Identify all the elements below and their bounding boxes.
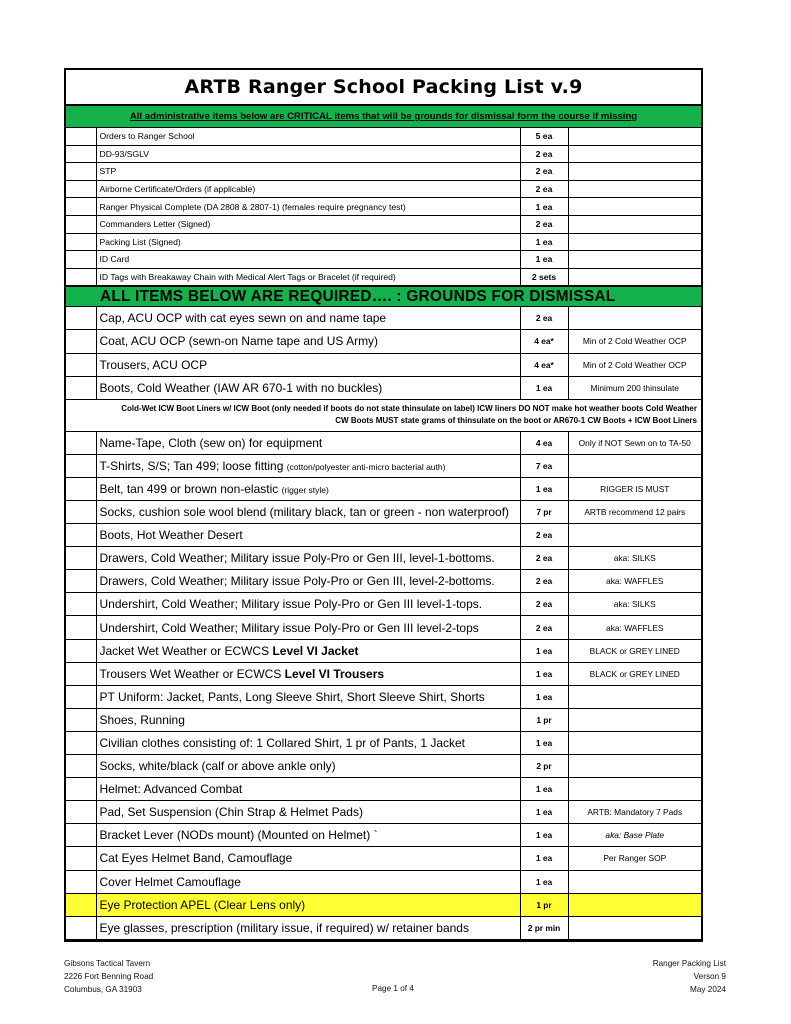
list-item-row: [66, 454, 701, 477]
row-number-cell: [66, 431, 96, 454]
list-item-row: [66, 570, 701, 593]
item-quantity: 1 ea: [520, 198, 568, 216]
item-description: [96, 431, 520, 454]
footer-document-info: Ranger Packing List Verson 9 May 2024: [652, 959, 726, 994]
item-text: Name-Tape, Cloth (sew on) for equipment: [99, 435, 323, 450]
item-description: [96, 353, 520, 376]
list-item-row: [66, 251, 701, 269]
item-text: Eye glasses, prescription (military issue, if required) w/ retainer bands: [99, 920, 469, 935]
item-quantity: 1 ea: [520, 376, 568, 399]
item-text: STP: [99, 166, 117, 177]
item-note: [568, 251, 701, 269]
item-description: [96, 180, 520, 198]
item-text: Bracket Lever (NODs mount) (Mounted on Helmet) `: [99, 828, 378, 843]
item-note: ARTB recommend 12 pairs: [568, 501, 701, 524]
boot-liner-note-row: [66, 399, 701, 431]
list-item-row: [66, 778, 701, 801]
item-note: [568, 870, 701, 893]
item-description: [96, 801, 520, 824]
row-number-cell: [66, 198, 96, 216]
row-number-cell: [66, 755, 96, 778]
required-items-banner: ALL ITEMS BELOW ARE REQUIRED…. : GROUNDS FOR DISMISSAL: [66, 286, 701, 307]
item-quantity: 2 ea: [520, 616, 568, 639]
item-note: [568, 731, 701, 754]
row-number-cell: [66, 128, 96, 145]
item-description: [96, 477, 520, 500]
item-quantity: 1 ea: [520, 685, 568, 708]
item-note: [568, 708, 701, 731]
item-text: Drawers, Cold Weather; Military issue Poly-Pro or Gen III, level-2-bottoms.: [99, 574, 495, 589]
item-quantity: 1 ea: [520, 824, 568, 847]
item-text: Trousers, ACU OCP: [99, 357, 208, 372]
row-number-cell: [66, 685, 96, 708]
item-description: [96, 916, 520, 939]
item-note: [568, 128, 701, 145]
item-text: Coat, ACU OCP (sewn-on Name tape and US Army): [99, 334, 379, 349]
item-quantity: 2 ea: [520, 145, 568, 163]
item-quantity: 2 ea: [520, 593, 568, 616]
item-text: Boots, Hot Weather Desert: [99, 528, 243, 543]
list-item-row: [66, 893, 701, 916]
item-description: [96, 570, 520, 593]
admin-critical-banner: All administrative items below are CRITICAL items that will be grounds for dismissal form the course if missing: [66, 106, 701, 128]
item-description: [96, 593, 520, 616]
item-quantity: 4 ea*: [520, 353, 568, 376]
item-text: Belt, tan 499 or brown non-elastic: [99, 481, 282, 496]
item-quantity: 1 ea: [520, 870, 568, 893]
row-number-cell: [66, 616, 96, 639]
row-number-cell: [66, 570, 96, 593]
item-quantity: 2 ea: [520, 547, 568, 570]
item-note: [568, 307, 701, 330]
item-text: Jacket Wet Weather or ECWCS: [99, 643, 273, 658]
item-text: Pad, Set Suspension (Chin Strap & Helmet Pads): [99, 805, 363, 820]
item-note: [568, 198, 701, 216]
item-note: Minimum 200 thinsulate: [568, 376, 701, 399]
row-number-cell: [66, 893, 96, 916]
item-description: [96, 708, 520, 731]
item-text: Boots, Cold Weather (IAW AR 670-1 with no buckles): [99, 380, 383, 395]
item-text: Cap, ACU OCP with cat eyes sewn on and name tape: [99, 311, 387, 326]
item-description: [96, 454, 520, 477]
item-description: [96, 198, 520, 216]
item-quantity: 2 pr: [520, 755, 568, 778]
list-item-row: [66, 307, 701, 330]
item-note: [568, 685, 701, 708]
row-number-cell: [66, 215, 96, 233]
row-number-cell: [66, 376, 96, 399]
item-quantity: 2 ea: [520, 570, 568, 593]
footer-page-number: Page 1 of 4: [372, 984, 414, 993]
list-item-row: [66, 616, 701, 639]
row-number-cell: [66, 163, 96, 181]
page-title: ARTB Ranger School Packing List v.9: [66, 70, 701, 106]
item-note: aka: WAFFLES: [568, 616, 701, 639]
item-note: [568, 215, 701, 233]
item-text: Packing List (Signed): [99, 236, 181, 247]
list-item-row: [66, 547, 701, 570]
list-item-row: [66, 662, 701, 685]
item-text: Airborne Certificate/Orders (if applicable): [99, 184, 256, 195]
item-note: aka: WAFFLES: [568, 570, 701, 593]
list-item-row: [66, 639, 701, 662]
item-note: [568, 145, 701, 163]
item-text: Orders to Ranger School: [99, 131, 195, 142]
item-quantity: 1 pr: [520, 893, 568, 916]
list-item-row: [66, 501, 701, 524]
list-item-row: [66, 128, 701, 145]
item-description: [96, 501, 520, 524]
item-description: [96, 778, 520, 801]
item-text: ID Tags with Breakaway Chain with Medical Alert Tags or Bracelet (if required): [99, 272, 396, 283]
item-quantity: 2 ea: [520, 180, 568, 198]
item-description: [96, 870, 520, 893]
item-description: [96, 893, 520, 916]
row-number-cell: [66, 824, 96, 847]
row-number-cell: [66, 268, 96, 286]
item-text: Cat Eyes Helmet Band, Camouflage: [99, 851, 293, 866]
list-item-row: [66, 524, 701, 547]
item-text: Ranger Physical Complete (DA 2808 & 2807-1) (females require pregnancy test): [99, 201, 406, 212]
item-quantity: 2 ea: [520, 524, 568, 547]
item-description: [96, 268, 520, 286]
item-description: [96, 547, 520, 570]
row-number-cell: [66, 801, 96, 824]
list-item-row: [66, 685, 701, 708]
item-note: Min of 2 Cold Weather OCP: [568, 330, 701, 353]
list-item-row: [66, 198, 701, 216]
item-note: Min of 2 Cold Weather OCP: [568, 353, 701, 376]
item-quantity: 2 sets: [520, 268, 568, 286]
list-item-row: [66, 824, 701, 847]
item-text: Undershirt, Cold Weather; Military issue Poly-Pro or Gen III level-1-tops.: [99, 597, 483, 612]
row-number-cell: [66, 524, 96, 547]
list-item-row: [66, 593, 701, 616]
row-number-cell: [66, 870, 96, 893]
item-description: [96, 524, 520, 547]
row-number-cell: [66, 916, 96, 939]
item-quantity: 2 pr min: [520, 916, 568, 939]
row-number-cell: [66, 454, 96, 477]
item-text: Civilian clothes consisting of: 1 Collared Shirt, 1 pr of Pants, 1 Jacket: [99, 735, 466, 750]
item-quantity: 1 ea: [520, 233, 568, 251]
item-description: [96, 307, 520, 330]
item-note: [568, 778, 701, 801]
list-item-row: [66, 755, 701, 778]
item-text: DD-93/SGLV: [99, 148, 150, 159]
item-note: RIGGER IS MUST: [568, 477, 701, 500]
item-text: ID Card: [99, 254, 130, 265]
list-item-row: [66, 708, 701, 731]
list-item-row: [66, 431, 701, 454]
list-item-row: [66, 268, 701, 286]
item-note: [568, 524, 701, 547]
item-note: Per Ranger SOP: [568, 847, 701, 870]
row-number-cell: [66, 778, 96, 801]
packing-list-sheet: [64, 68, 703, 942]
item-text: Eye Protection APEL (Clear Lens only): [99, 897, 306, 912]
list-item-row: [66, 215, 701, 233]
item-quantity: 7 ea: [520, 454, 568, 477]
list-item-row: [66, 145, 701, 163]
item-text: Commanders Letter (Signed): [99, 219, 211, 230]
item-quantity: 1 ea: [520, 847, 568, 870]
item-detail-text: (rigger style): [281, 484, 329, 495]
required-items-table: [66, 307, 701, 939]
item-quantity: 4 ea*: [520, 330, 568, 353]
item-text: Socks, white/black (calf or above ankle only): [99, 759, 336, 774]
list-item-row: [66, 353, 701, 376]
item-text: PT Uniform: Jacket, Pants, Long Sleeve Shirt, Short Sleeve Shirt, Shorts: [99, 689, 485, 704]
item-description: [96, 215, 520, 233]
item-description: [96, 847, 520, 870]
list-item-row: [66, 180, 701, 198]
item-note: BLACK or GREY LINED: [568, 639, 701, 662]
item-description: [96, 616, 520, 639]
row-number-cell: [66, 639, 96, 662]
row-number-cell: [66, 353, 96, 376]
item-note: BLACK or GREY LINED: [568, 662, 701, 685]
item-description: [96, 685, 520, 708]
item-note: aka: SILKS: [568, 547, 701, 570]
list-item-row: [66, 330, 701, 353]
row-number-cell: [66, 145, 96, 163]
item-note: [568, 454, 701, 477]
item-note: [568, 268, 701, 286]
list-item-row: [66, 376, 701, 399]
item-description: [96, 755, 520, 778]
item-quantity: 2 ea: [520, 215, 568, 233]
item-description: [96, 330, 520, 353]
list-item-row: [66, 847, 701, 870]
item-description: [96, 662, 520, 685]
item-description: [96, 376, 520, 399]
item-text: Undershirt, Cold Weather; Military issue Poly-Pro or Gen III level-2-tops: [99, 620, 479, 635]
list-item-row: [66, 731, 701, 754]
item-emphasis-text: Level VI Trousers: [284, 666, 385, 681]
item-quantity: 1 ea: [520, 662, 568, 685]
item-emphasis-text: Level VI Jacket: [272, 643, 359, 658]
row-number-cell: [66, 708, 96, 731]
admin-items-table: [66, 128, 701, 286]
row-number-cell: [66, 847, 96, 870]
list-item-row: [66, 870, 701, 893]
list-item-row: [66, 477, 701, 500]
item-text: Drawers, Cold Weather; Military issue Poly-Pro or Gen III, level-1-bottoms.: [99, 551, 495, 566]
item-note: Only if NOT Sewn on to TA-50: [568, 431, 701, 454]
item-text: Socks, cushion sole wool blend (military black, tan or green - non waterproof): [99, 505, 510, 520]
row-number-cell: [66, 662, 96, 685]
item-description: [96, 145, 520, 163]
item-text: Cover Helmet Camouflage: [99, 874, 241, 889]
item-quantity: 2 ea: [520, 163, 568, 181]
list-item-row: [66, 233, 701, 251]
item-quantity: 1 ea: [520, 639, 568, 662]
item-description: [96, 233, 520, 251]
item-quantity: 1 ea: [520, 477, 568, 500]
item-note: [568, 163, 701, 181]
item-quantity: 1 ea: [520, 251, 568, 269]
item-quantity: 1 ea: [520, 801, 568, 824]
row-number-cell: [66, 501, 96, 524]
row-number-cell: [66, 547, 96, 570]
item-quantity: 4 ea: [520, 431, 568, 454]
item-description: [96, 251, 520, 269]
row-number-cell: [66, 180, 96, 198]
row-number-cell: [66, 251, 96, 269]
item-quantity: 1 pr: [520, 708, 568, 731]
item-quantity: 5 ea: [520, 128, 568, 145]
list-item-row: [66, 163, 701, 181]
item-description: [96, 128, 520, 145]
list-item-row: [66, 801, 701, 824]
item-note: [568, 180, 701, 198]
row-number-cell: [66, 593, 96, 616]
row-number-cell: [66, 731, 96, 754]
footer-address: Gibsons Tactical Tavern 2226 Fort Benning Road Columbus, GA 31903: [64, 959, 154, 994]
item-description: [96, 731, 520, 754]
item-text: Trousers Wet Weather or ECWCS: [99, 666, 285, 681]
row-number-cell: [66, 477, 96, 500]
item-text: Shoes, Running: [99, 712, 185, 727]
item-note: aka: Base Plate: [568, 824, 701, 847]
item-description: [96, 639, 520, 662]
row-number-cell: [66, 233, 96, 251]
item-detail-text: (cotton/polyester anti-micro bacterial auth): [286, 461, 446, 472]
item-note: [568, 916, 701, 939]
item-note: [568, 755, 701, 778]
item-description: [96, 163, 520, 181]
item-text: T-Shirts, S/S; Tan 499; loose fitting: [99, 458, 287, 473]
list-item-row: [66, 916, 701, 939]
item-description: [96, 824, 520, 847]
item-note: [568, 893, 701, 916]
item-note: ARTB: Mandatory 7 Pads: [568, 801, 701, 824]
row-number-cell: [66, 330, 96, 353]
boot-liner-note: Cold-Wet ICW Boot Liners w/ ICW Boot (only needed if boots do not state thinsulate on label) ICW liners DO NOT make hot weather boots Cold Weather CW Boots MUST state grams of thinsulate on the boot or AR670-1 CW Boots + ICW Boot Liners: [66, 399, 701, 431]
item-note: [568, 233, 701, 251]
item-note: aka: SILKS: [568, 593, 701, 616]
item-quantity: 1 ea: [520, 778, 568, 801]
item-quantity: 7 pr: [520, 501, 568, 524]
item-quantity: 2 ea: [520, 307, 568, 330]
row-number-cell: [66, 307, 96, 330]
item-text: Helmet: Advanced Combat: [99, 782, 243, 797]
item-quantity: 1 ea: [520, 731, 568, 754]
